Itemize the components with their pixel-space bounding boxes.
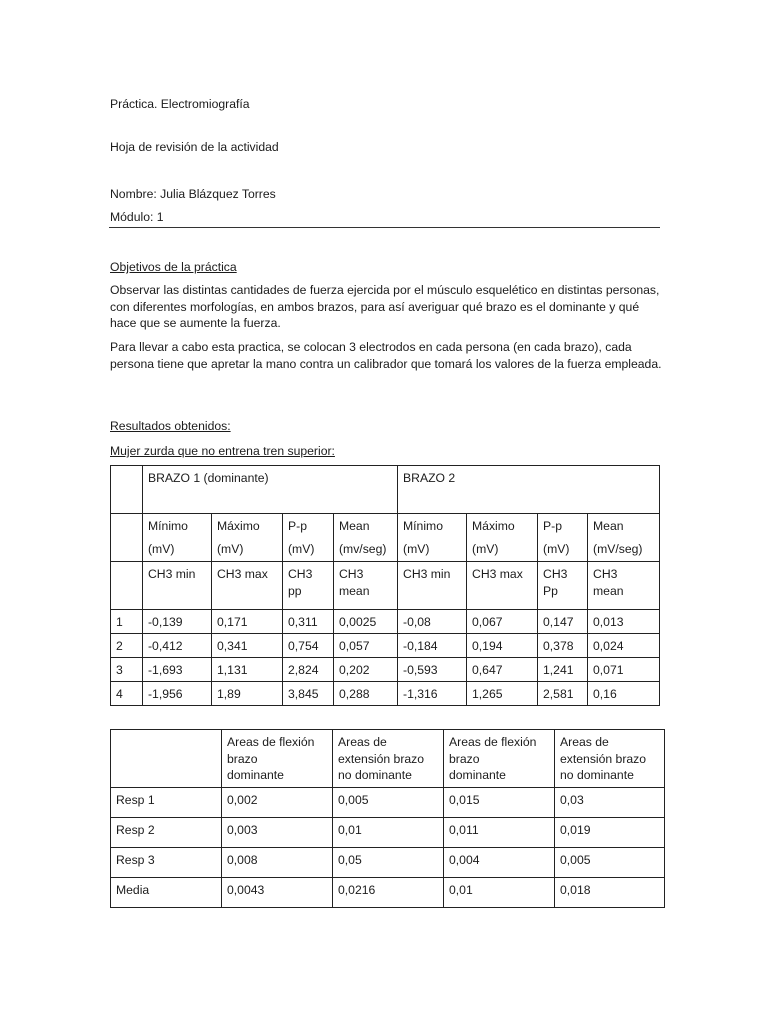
cell-text: CH3: [543, 567, 568, 581]
table-cell: 3,845: [283, 682, 334, 706]
header-text: Areas de: [338, 735, 387, 749]
table-row: [111, 658, 660, 682]
cell-text: CH3: [593, 567, 618, 581]
header-text: extensión brazo: [560, 751, 647, 766]
table-cell: 0,067: [467, 610, 538, 634]
emg-results-table: [110, 465, 660, 706]
table-cell: -1,693: [143, 658, 212, 682]
cell-text: (mV/seg): [593, 541, 643, 556]
header-divider: [109, 227, 660, 228]
table-cell: Resp 2: [111, 818, 222, 848]
cell-text: (mV): [217, 541, 244, 556]
table-cell: 0,005: [555, 848, 665, 878]
table-cell: 0,16: [588, 682, 660, 706]
cell-text: (mv/seg): [339, 541, 387, 556]
header-text: no dominante: [338, 768, 412, 782]
cell-text: CH3 min: [148, 567, 196, 581]
table-cell: Media: [111, 878, 222, 908]
table-cell: [111, 466, 143, 514]
header-text: no dominante: [560, 768, 634, 782]
table-cell: [334, 514, 398, 562]
table-row: [111, 788, 665, 818]
table-cell: 0,03: [555, 788, 665, 818]
table-cell: 0,647: [467, 658, 538, 682]
module-number: Módulo: 1: [110, 210, 164, 224]
table-cell: -0,08: [398, 610, 467, 634]
areas-table: [110, 729, 665, 908]
table-header-row: [111, 730, 665, 788]
table-cell: Resp 3: [111, 848, 222, 878]
table-cell: 0,008: [222, 848, 333, 878]
table-row: [111, 610, 660, 634]
cell-text: CH3: [339, 567, 364, 581]
results-heading: Resultados obtenidos:: [110, 419, 231, 433]
table-cell: 0,194: [467, 634, 538, 658]
objectives-heading: Objetivos de la práctica: [110, 260, 237, 274]
objectives-paragraph-2: Para llevar a cabo esta practica, se colocan 3 electrodos en cada persona (en cada brazo), cada persona tiene que apretar la mano contra un calibrador que tomará los valores de la fuerza empleada.: [110, 340, 662, 371]
table-cell: [467, 514, 538, 562]
table-cell: 0,171: [212, 610, 283, 634]
cell-text: mean: [339, 583, 370, 598]
table-cell: 1,265: [467, 682, 538, 706]
brazo-2-header: BRAZO 2: [398, 466, 660, 514]
table-cell: -1,956: [143, 682, 212, 706]
table-cell: Resp 1: [111, 788, 222, 818]
table-cell: 1,241: [538, 658, 588, 682]
cell-text: CH3 min: [403, 567, 451, 581]
header-text: extensión brazo: [338, 751, 425, 766]
table-cell: [283, 562, 334, 610]
table-cell: 0,311: [283, 610, 334, 634]
table-cell: 0,288: [334, 682, 398, 706]
student-name: Nombre: Julia Blázquez Torres: [110, 187, 276, 201]
table-row: [111, 878, 665, 908]
cell-text: P-p: [543, 519, 562, 533]
brazo-1-header: BRAZO 1 (dominante): [143, 466, 398, 514]
cell-text: (mV): [472, 541, 499, 556]
cell-text: Máximo: [217, 519, 260, 533]
table-cell: 0,0025: [334, 610, 398, 634]
header-text: Areas de flexión: [449, 735, 537, 749]
table-cell: 0,015: [444, 788, 555, 818]
table-cell: [212, 562, 283, 610]
table-cell: [111, 730, 222, 788]
cell-text: Máximo: [472, 519, 515, 533]
column-header: [555, 730, 665, 788]
table-cell: [111, 514, 143, 562]
cell-text: Mínimo: [403, 519, 443, 533]
cell-text: (mV): [288, 541, 315, 556]
header-text: dominante: [227, 768, 284, 782]
table-cell: -0,184: [398, 634, 467, 658]
table-cell: 0,202: [334, 658, 398, 682]
table-cell: 0,0043: [222, 878, 333, 908]
table-cell: [334, 562, 398, 610]
table-cell: [588, 514, 660, 562]
cell-text: pp: [288, 583, 302, 598]
table-cell: 0,341: [212, 634, 283, 658]
header-text: Areas de flexión: [227, 735, 315, 749]
objectives-paragraph-1: Observar las distintas cantidades de fuerza ejercida por el músculo esquelético en distintas personas, con diferentes morfologías, en ambos brazos, para así averiguar qué brazo es el dominante y qué hace que se aumente la fuerza.: [110, 283, 660, 330]
table-row: [111, 682, 660, 706]
table-cell: [467, 562, 538, 610]
header-text: brazo: [449, 751, 480, 766]
table-cell: -0,412: [143, 634, 212, 658]
table-cell: 2: [111, 634, 143, 658]
table-cell: 0,01: [333, 818, 444, 848]
cell-text: Mean: [593, 519, 624, 533]
cell-text: (mV): [403, 541, 430, 556]
table-cell: 0,019: [555, 818, 665, 848]
cell-text: Pp: [543, 583, 558, 598]
cell-text: (mV): [543, 541, 570, 556]
table-cell: 0,01: [444, 878, 555, 908]
table-cell: 0,002: [222, 788, 333, 818]
cell-text: (mV): [148, 541, 175, 556]
table-cell: 0,071: [588, 658, 660, 682]
table-cell: 0,024: [588, 634, 660, 658]
cell-text: P-p: [288, 519, 307, 533]
table-cell: [283, 514, 334, 562]
cell-text: Mean: [339, 519, 370, 533]
table-cell: 0,754: [283, 634, 334, 658]
table-row: [111, 634, 660, 658]
table-cell: [538, 562, 588, 610]
cell-text: Mínimo: [148, 519, 188, 533]
document-title: Práctica. Electromiografía: [110, 97, 250, 111]
table-cell: [143, 562, 212, 610]
table-cell: [538, 514, 588, 562]
table-cell: [143, 514, 212, 562]
table-cell: 0,004: [444, 848, 555, 878]
table-cell: -0,139: [143, 610, 212, 634]
table-cell: 0,011: [444, 818, 555, 848]
table-cell: 3: [111, 658, 143, 682]
table-cell: [111, 562, 143, 610]
table-cell: 1,89: [212, 682, 283, 706]
table-cell: 0,005: [333, 788, 444, 818]
table-cell: [398, 514, 467, 562]
table-cell: 1,131: [212, 658, 283, 682]
table-header-row: [111, 466, 660, 514]
table-cell: 0,003: [222, 818, 333, 848]
table-cell: 0,05: [333, 848, 444, 878]
table-cell: 2,824: [283, 658, 334, 682]
header-text: Areas de: [560, 735, 609, 749]
table-cell: 2,581: [538, 682, 588, 706]
table-cell: 0,378: [538, 634, 588, 658]
table-cell: [588, 562, 660, 610]
header-text: brazo: [227, 751, 258, 766]
table-cell: 0,013: [588, 610, 660, 634]
channel-row: [111, 562, 660, 610]
table-cell: 0,0216: [333, 878, 444, 908]
cell-text: CH3 max: [472, 567, 523, 581]
column-header: [333, 730, 444, 788]
header-text: dominante: [449, 768, 506, 782]
column-header: [222, 730, 333, 788]
table-cell: [212, 514, 283, 562]
table-cell: -0,593: [398, 658, 467, 682]
table-cell: 0,147: [538, 610, 588, 634]
table-row: [111, 818, 665, 848]
table-cell: [398, 562, 467, 610]
table-cell: 0,018: [555, 878, 665, 908]
results-subheading: Mujer zurda que no entrena tren superior:: [110, 444, 335, 458]
table-row: [111, 848, 665, 878]
column-header: [444, 730, 555, 788]
document-subtitle: Hoja de revisión de la actividad: [110, 140, 279, 154]
units-row: [111, 514, 660, 562]
cell-text: CH3: [288, 567, 313, 581]
cell-text: CH3 max: [217, 567, 268, 581]
cell-text: mean: [593, 583, 624, 598]
table-cell: 4: [111, 682, 143, 706]
table-cell: -1,316: [398, 682, 467, 706]
table-cell: 0,057: [334, 634, 398, 658]
table-cell: 1: [111, 610, 143, 634]
